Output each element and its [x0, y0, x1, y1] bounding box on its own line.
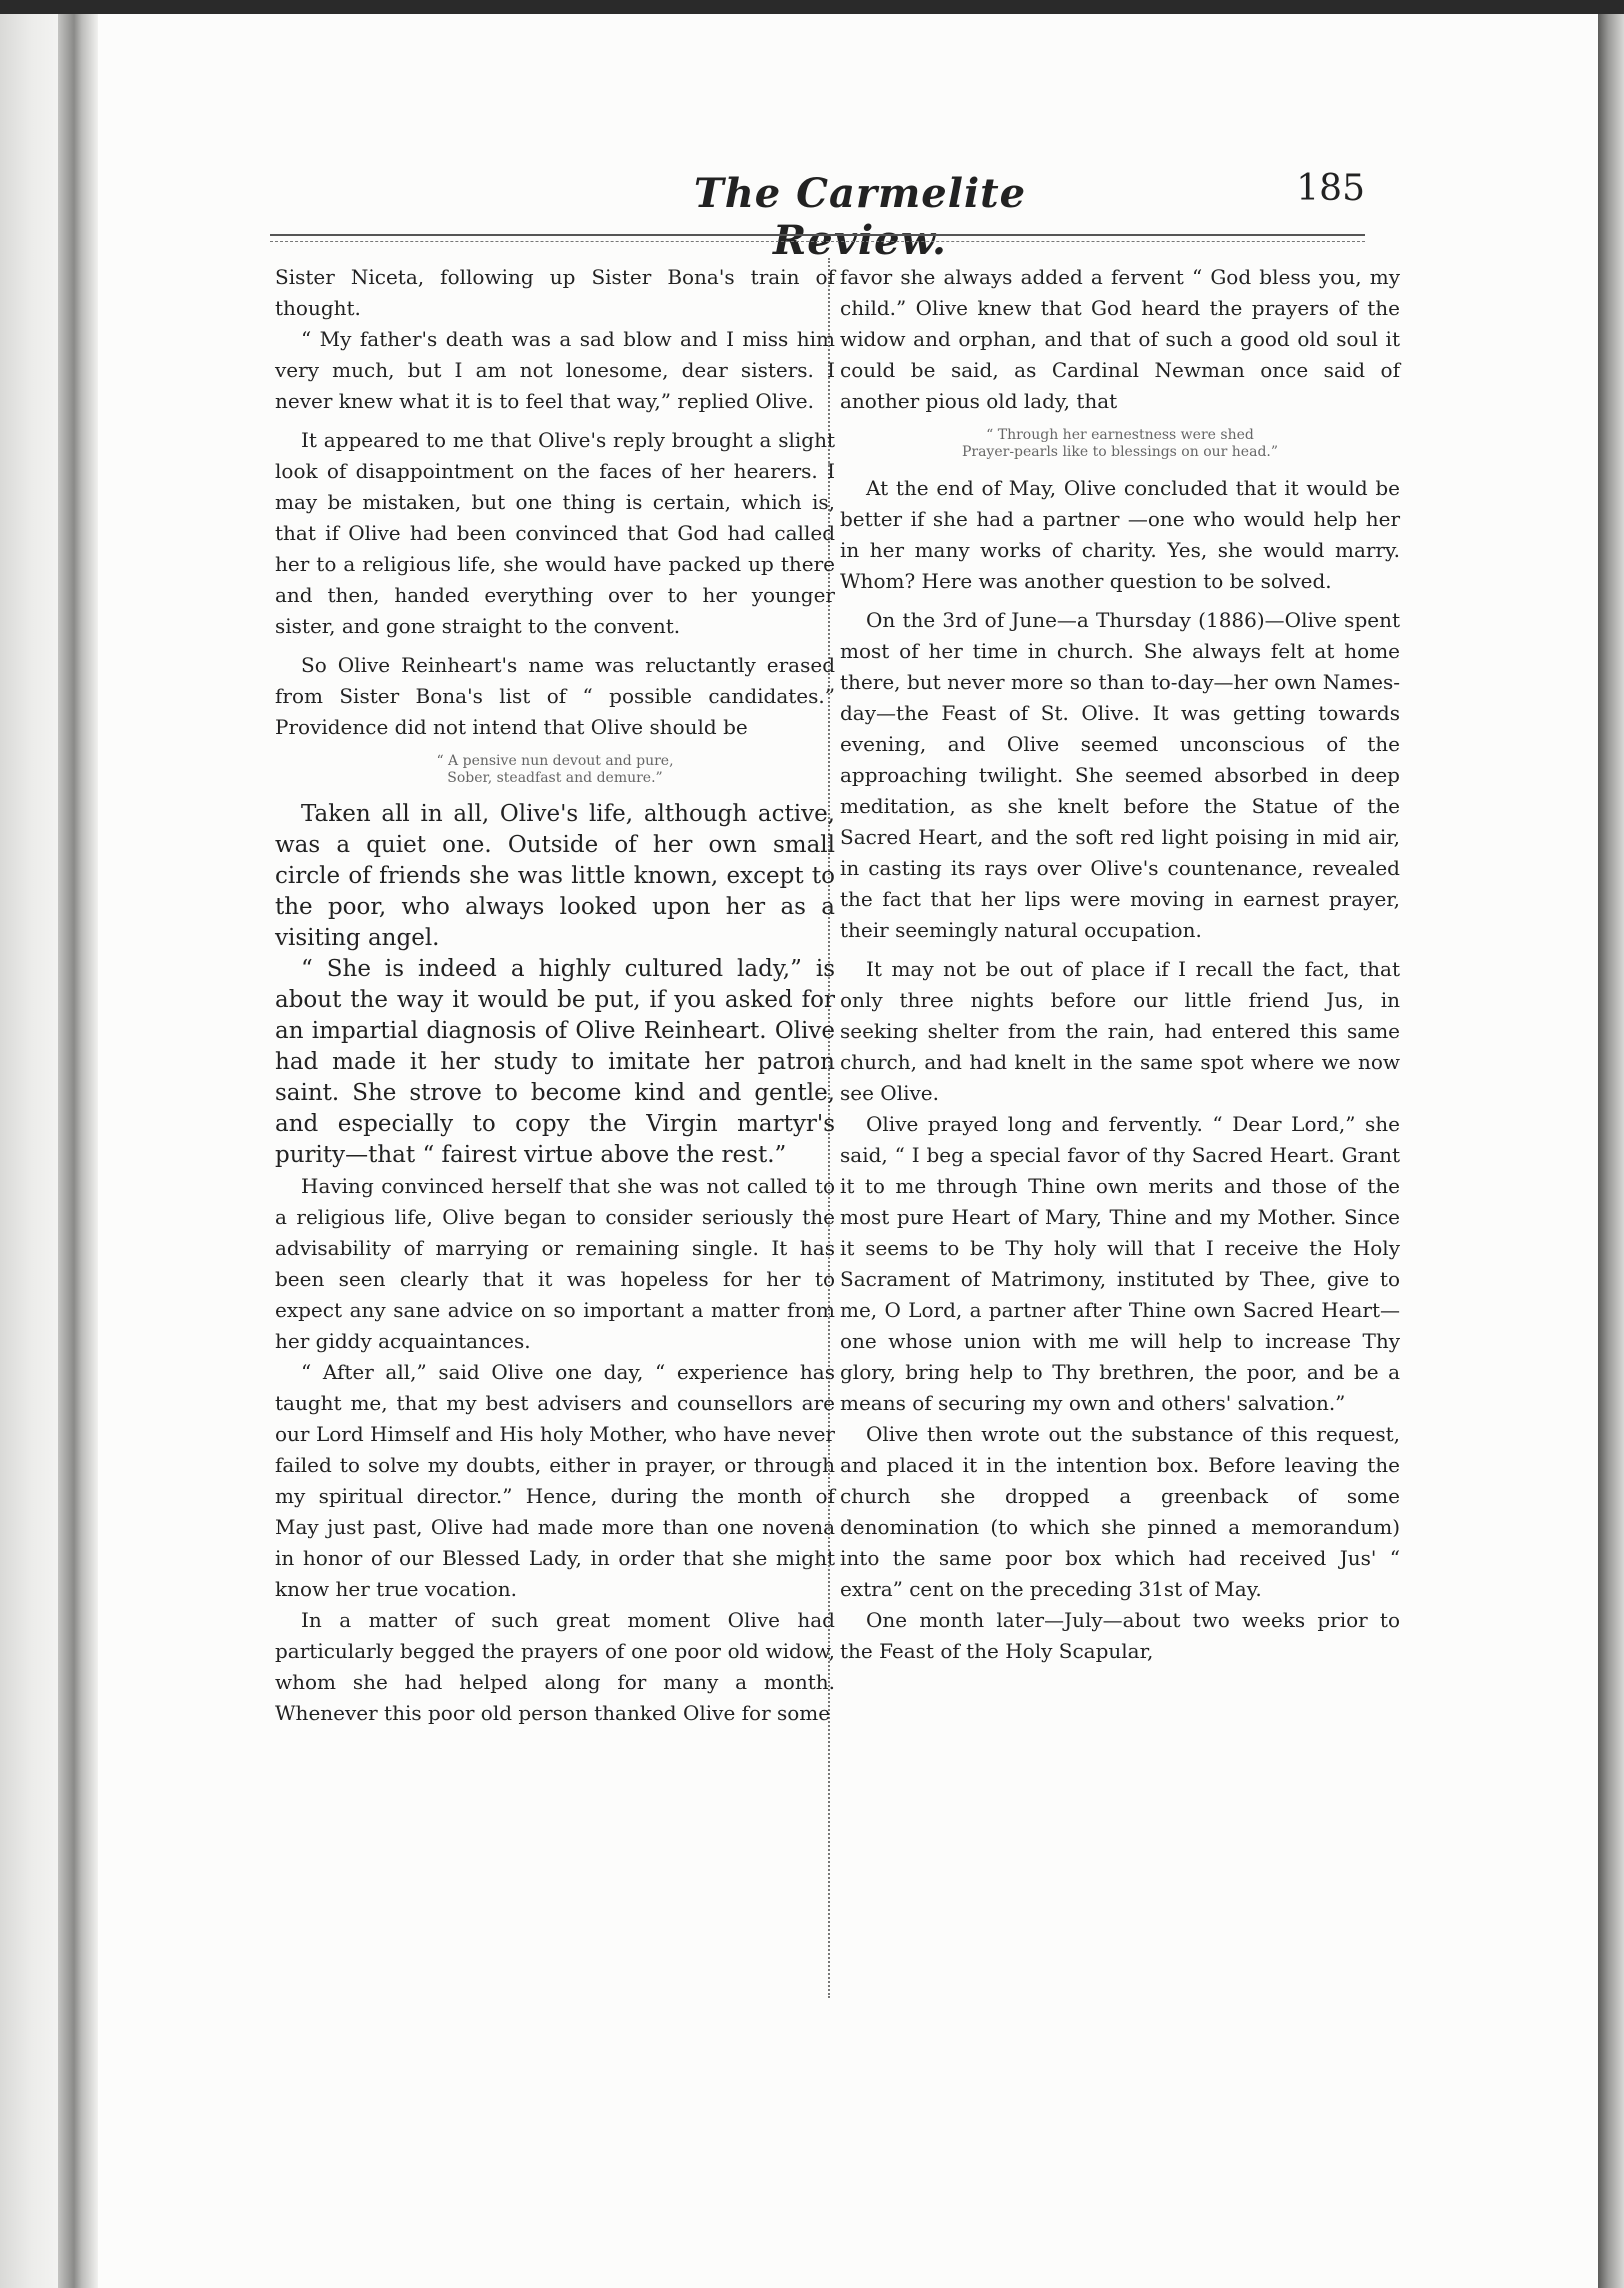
paragraph: It appeared to me that Olive's reply brought a slight look of disappointment on the faces of her hearers. I may be mistaken, but one thing is certain, which is, that if Olive had been convinced that God had called her to a religious life, she would have packed up there and then, handed everything over to her younger sister, and gone straight to the convent.: [275, 428, 835, 638]
paragraph: In a matter of such great moment Olive had particularly begged the prayers of one poor old widow, whom she had helped along for many a month. Whenever this poor old person thanked Olive for some: [275, 1608, 835, 1725]
verse-quote: [840, 427, 1400, 461]
verse-line: “ A pensive nun devout and pure,: [436, 753, 674, 769]
paragraph: “ After all,” said Olive one day, “ experience has taught me, that my best advisers and counsellors are our Lord Himself and His holy Mother, who have never failed to solve my doubts, either in prayer, or through my spiritual director.” Hence, during the month of May just past, Olive had made more than one novena in honor of our Blessed Lady, in order that she might know her true vocation.: [275, 1360, 835, 1601]
paragraph: It may not be out of place if I recall the fact, that only three nights before our little friend Jus, in seeking shelter from the rain, had entered this same church, and had knelt in the same spot where we now see Olive.: [840, 957, 1400, 1105]
scan-top-edge: [0, 0, 1624, 14]
scan-right-edge: [1598, 14, 1624, 2288]
verse-line: “ Through her earnestness were shed: [986, 427, 1254, 443]
paragraph: Having convinced herself that she was not called to a religious life, Olive began to consider seriously the advisability of marrying or remaining single. It has been seen clearly that it was hopeless for her to expect any sane advice on so important a matter from her giddy acquaintances.: [275, 1174, 835, 1353]
paragraph: “ My father's death was a sad blow and I miss him very much, but I am not lonesome, dear sisters. I never knew what it is to feel that way,” replied Olive.: [275, 327, 835, 413]
verse-line: Prayer-pearls like to blessings on our head.”: [961, 444, 1279, 460]
paragraph: favor she always added a fervent “ God bless you, my child.” Olive knew that God heard the prayers of the widow and orphan, and that of such a good old soul it could be said, as Cardinal Newman once said of another pious old lady, that: [840, 265, 1400, 413]
paragraph: So Olive Reinheart's name was reluctantly erased from Sister Bona's list of “ possible candidates.” Providence did not intend that Olive should be: [275, 653, 835, 739]
verse-line: Sober, steadfast and demure.”: [447, 770, 663, 786]
page-number: 185: [1296, 168, 1365, 209]
paragraph: “ She is indeed a highly cultured lady,” is about the way it would be put, if you asked for an impartial diagnosis of Olive Reinheart. Olive had made it her study to imitate her patron saint. She strove to become kind and gentle, and especially to copy the Virgin martyr's purity—that “ fairest virtue above the rest.”: [275, 956, 835, 1168]
paragraph: Olive then wrote out the substance of this request, and placed it in the intention box. Before leaving the church she dropped a greenback of some denomination (to which she pinned a memorandum) into the same poor box which had received Jus' “ extra” cent on the preceding 31st of May.: [840, 1422, 1400, 1601]
paragraph: Sister Niceta, following up Sister Bona's train of thought.: [275, 265, 835, 320]
paragraph: One month later—July—about two weeks prior to the Feast of the Holy Scapular,: [840, 1608, 1400, 1663]
paragraph: At the end of May, Olive concluded that it would be better if she had a partner —one who would help her in her many works of charity. Yes, she would marry. Whom? Here was another question to be solved.: [840, 476, 1400, 593]
header-rule: [270, 234, 1365, 236]
book-spine-shadow: [58, 14, 98, 2288]
header-rule-dashed: [270, 241, 1365, 242]
left-column: [275, 262, 835, 1729]
paragraph: On the 3rd of June—a Thursday (1886)—Olive spent most of her time in church. She always felt at home there, but never more so than to-day—her own Names-day—the Feast of St. Olive. It was getting towards evening, and Olive seemed unconscious of the approaching twilight. She seemed absorbed in deep meditation, as she knelt before the Statue of the Sacred Heart, and the soft red light poising in mid air, in casting its rays over Olive's countenance, revealed the fact that her lips were moving in earnest prayer, their seemingly natural occupation.: [840, 608, 1400, 942]
paragraph: Taken all in all, Olive's life, although active, was a quiet one. Outside of her own small circle of friends she was little known, except to the poor, who always looked upon her as a visiting angel.: [275, 801, 835, 951]
paragraph: Olive prayed long and fervently. “ Dear Lord,” she said, “ I beg a special favor of thy Sacred Heart. Grant it to me through Thine own merits and those of the most pure Heart of Mary, Thine and my Mother. Since it seems to be Thy holy will that I receive the Holy Sacrament of Matrimony, instituted by Thee, give to me, O Lord, a partner after Thine own Sacred Heart—one whose union with me will help to increase Thy glory, bring help to Thy brethren, the poor, and be a means of securing my own and others' salvation.”: [840, 1112, 1400, 1415]
verse-quote: [275, 753, 835, 787]
right-column: [840, 262, 1400, 1667]
running-header-title: The Carmelite Review.: [693, 170, 1027, 264]
